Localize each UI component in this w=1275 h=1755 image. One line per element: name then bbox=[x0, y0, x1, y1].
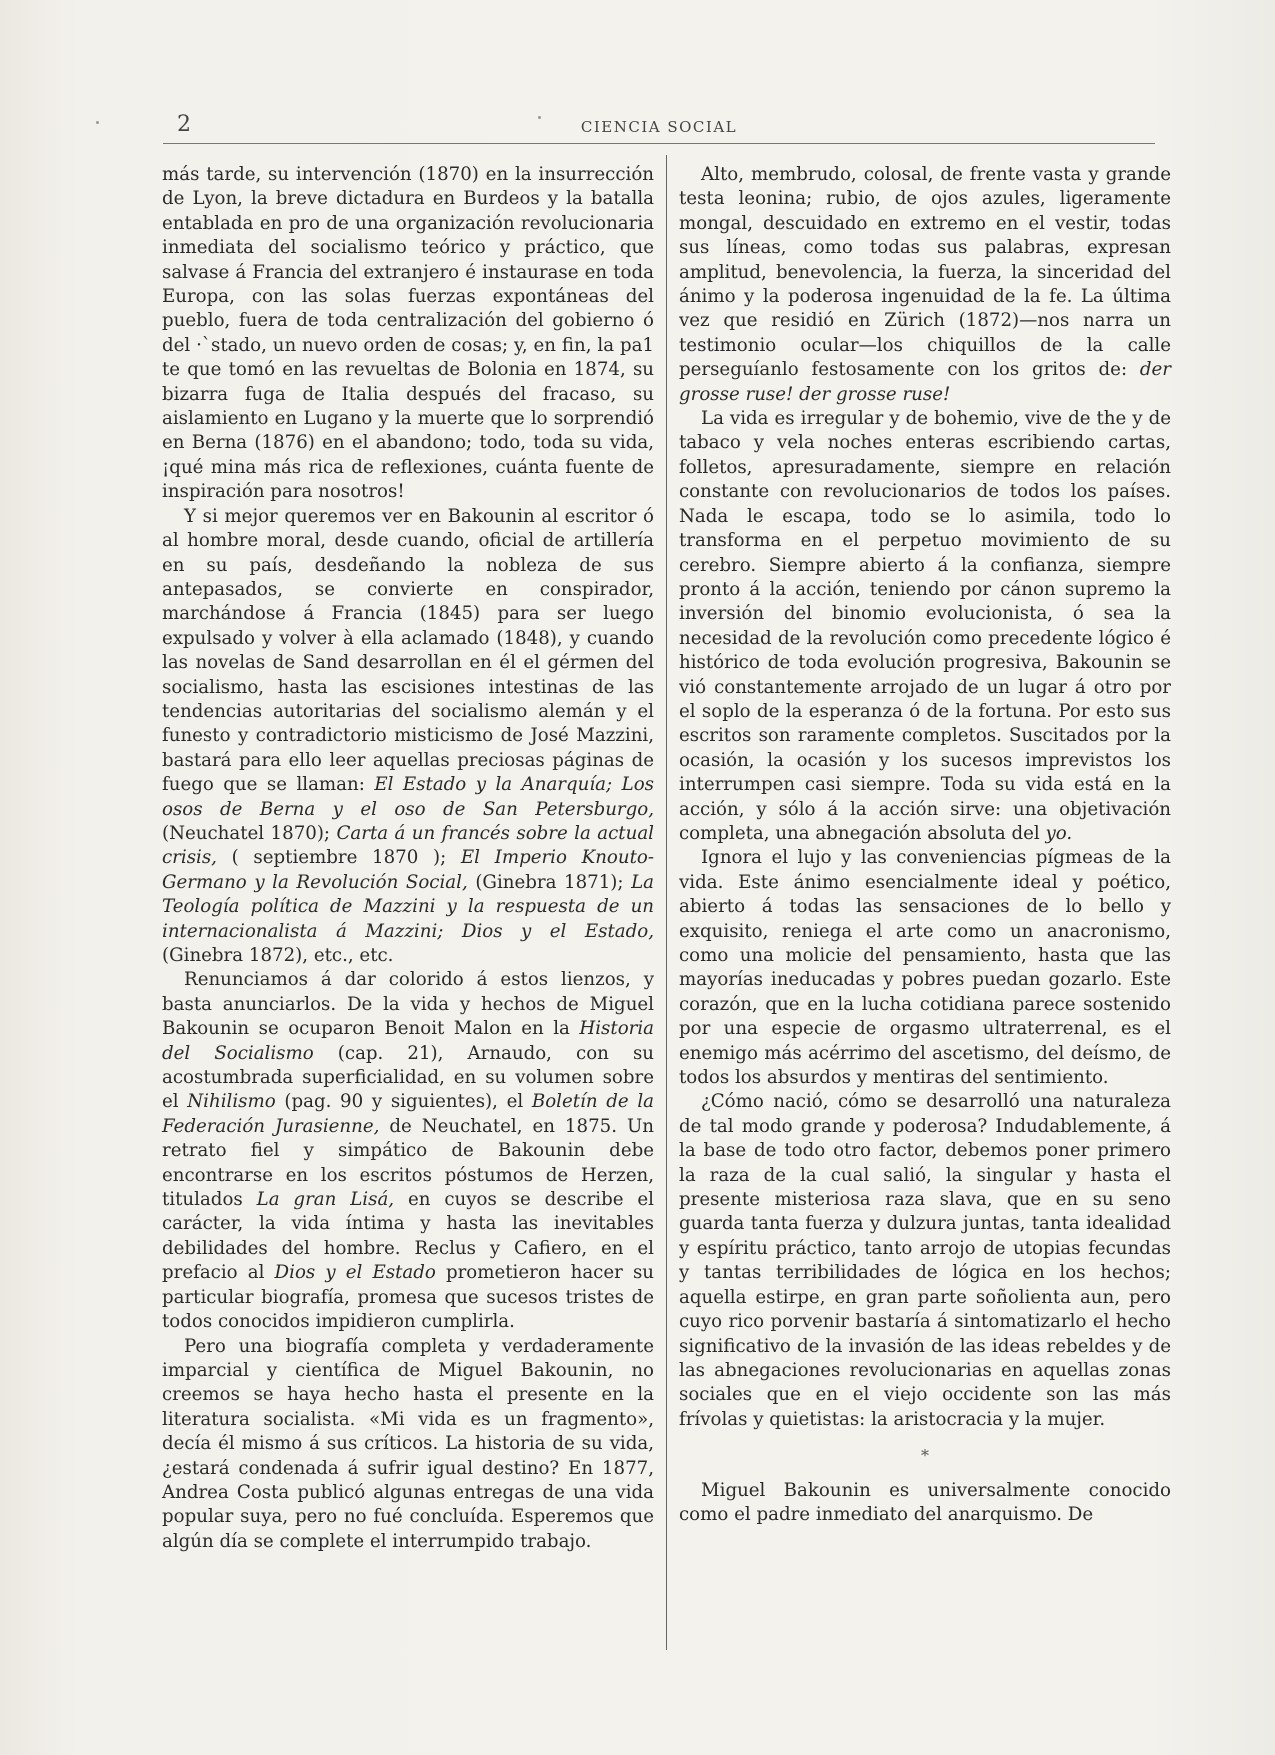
work-title: Carta á un francés sobre la actual crisis, bbox=[162, 822, 654, 869]
paragraph: Pero una biografía completa y verdaderamente imparcial y científica de Miguel Bakounin, no creemos se haya hecho hasta el presente en la literatura socialista. «Mi vida es un fragmento», decía él mismo á sus críticos. La historia de su vida, ¿estará condenada á sufrir igual destino? En 1877, Andrea Costa publicó algunas entregas de una vida popular suya, pero no fué concluída. Esperemos que algún día se complete el interrumpido trabajo. bbox=[162, 1335, 654, 1552]
text-run: (Ginebra 1872), etc., etc. bbox=[162, 945, 394, 966]
work-title: La Teología política de Mazzini y la respuesta de un internacionalista á Mazzini; Dios y el Estado, bbox=[162, 871, 655, 942]
paper-speck bbox=[96, 121, 99, 124]
text-run: Renunciamos á dar colorido á estos lienzos, y basta anunciarlos. De la vida y hechos de Miguel Bakounin se ocuparon Benoit Malon en la bbox=[162, 969, 654, 1040]
section-separator: * bbox=[921, 1446, 929, 1466]
work-title: El Imperio Knouto-Germano y la Revolución Social, bbox=[162, 847, 654, 893]
journal-title: CIENCIA SOCIAL bbox=[580, 118, 738, 136]
text-run: prometieron hacer su particular biografía, promesa que sucesos tristes de todos conocidos impidieron cumplirla. bbox=[162, 1262, 654, 1333]
paragraph: ¿Cómo nació, cómo se desarrolló una naturaleza de tal modo grande y poderosa? Indudablemente, á la base de todo otro factor, debemos poner primero la raza de la cual salió, la singular y hasta el presente misteriosa raza slava, que en su seno guarda tanta fuerza y dulzura juntas, tanta idealidad y espíritu práctico, tanto arrojo de utopias fecundas y tantas terribilidades de lógica en los hechos; aquella estirpe, en gran parte soñolienta aun, pero cuyo rico porvenir bastaría á sintomatizarlo el hecho significativo de la invasión de las ideas rebeldes y de las abnegaciones revolucionarias en aquellas zonas sociales que en el viejo occidente son las más frívolas y quietistas: la aristocracia y la mujer. bbox=[679, 1091, 1171, 1430]
running-header bbox=[163, 112, 1155, 140]
left-column bbox=[162, 163, 654, 1554]
work-title: La gran Lisá, bbox=[256, 1189, 395, 1211]
paragraph bbox=[679, 407, 1171, 846]
emphasis: yo. bbox=[1045, 822, 1073, 844]
header-rule bbox=[163, 143, 1155, 144]
paragraph bbox=[162, 505, 654, 969]
paragraph: Miguel Bakounin es universalmente conocido como el padre inmediato del anarquismo. De bbox=[679, 1479, 1171, 1525]
work-title: Historia del Socialismo bbox=[162, 1018, 654, 1064]
text-run: (cap. 21), Arnaudo, con su acostumbrada superficialidad, en su volumen sobre el bbox=[162, 1042, 654, 1113]
text-run: (Ginebra 1871); bbox=[467, 871, 632, 893]
page-number: 2 bbox=[177, 112, 191, 137]
right-column bbox=[679, 163, 1171, 1527]
text-run: (pag. 90 y siguientes), el bbox=[275, 1091, 532, 1113]
paragraph: más tarde, su intervención (1870) en la insurrección de Lyon, la breve dictadura en Burdeos y la batalla entablada en pro de una organización revolucionaria inmediata del socialismo teórico y práctico, que salvase á Francia del extranjero é instaurase en toda Europa, con las solas fuerzas expontáneas del pueblo, fuera de toda centralización del gobierno ó del ·`stado, un nuevo orden de cosas; y, en fin, la pa1 te que tomó en las revueltas de Bolonia en 1874, su bizarra fuga de Italia después del fracaso, su aislamiento en Lugano y la muerte que lo sorprendió en Berna (1876) en el abandono; todo, toda su vida, ¡qué mina más rica de reflexiones, cuánta fuente de inspiración para nosotros! bbox=[162, 164, 654, 503]
paragraph: Ignora el lujo y las conveniencias pígmeas de la vida. Este ánimo esencialmente ideal y poético, abierto á todas las sensaciones de lo bello y exquisito, reniega el arte como un anacronismo, como una molicie del pensamiento, hasta que las mayorías ineducadas y pobres puedan gozarlo. Este corazón, que en la lucha cotidiana parece sostenido por una especie de orgasmo ultraterrenal, es el enemigo más acérrimo del ascetismo, del deísmo, de todos los absurdos y mentiras del sentimiento. bbox=[679, 847, 1171, 1089]
paragraph bbox=[162, 968, 654, 1334]
work-title: El Estado y la Anarquía; Los osos de Berna y el oso de San Petersburgo, bbox=[162, 774, 654, 820]
text-run: Alto, membrudo, colosal, de frente vasta y grande testa leonina; rubio, de ojos azules, ligeramente mongal, descuidado en extremo en el vestir, todas sus líneas, como todas sus palabras, expresan amplitud, benevolencia, la fuerza, la sinceridad del ánimo y la poderosa ingenuidad de la fe. La última vez que residió en Zürich (1872)—nos narra un testimonio ocular—los chiquillos de la calle perseguíanlo festosamente con los gritos de: bbox=[679, 164, 1171, 381]
text-run: de Neuchatel, en 1875. Un retrato fiel y simpático de Bakounin debe encontrarse en los escritos póstumos de Herzen, titulados bbox=[162, 1115, 654, 1211]
paper-speck bbox=[538, 116, 541, 119]
text-run: en cuyos se describe el carácter, la vida íntima y hasta las inevitables debilidades del hombre. Reclus y Cafiero, en el prefacio al bbox=[162, 1189, 654, 1284]
text-run: ( septiembre 1870 ); bbox=[216, 847, 461, 869]
work-title: Nihilismo bbox=[187, 1091, 276, 1113]
paragraph bbox=[679, 163, 1171, 407]
text-run: La vida es irregular y de bohemio, vive de the y de tabaco y vela noches enteras escribiendo cartas, folletos, apresuradamente, siempre en relación constante con revolucionarios de todos los países. Nada le escapa, todo se lo asimila, todo lo transforma en el perpetuo movimiento de su cerebro. Siempre abierto á la confianza, siempre pronto á la acción, teniendo por cánon supremo la inversión del binomio evolucionista, ó sea la necesidad de la revolución como precedente lógico é histórico de toda evolución progresiva, Bakounin se vió constantemente arrojado de un lugar á otro por el soplo de la esperanza ó de la fortuna. Por esto sus escritos son raramente completos. Suscitados por la ocasión, la ocasión y los sucesos imprevistos los interrumpen casi siempre. Toda su vida está en la acción, y sólo á la acción sirve: una objetivación completa, una abnegación absoluta del bbox=[679, 408, 1171, 844]
work-title: Boletín de la Federación Jurasienne, bbox=[162, 1091, 654, 1137]
quoted-cry: der grosse ruse! der grosse ruse! bbox=[679, 359, 1171, 405]
work-title: Dios y el Estado bbox=[274, 1262, 436, 1284]
text-run: Y si mejor queremos ver en Bakounin al escritor ó al hombre moral, desde cuando, oficial de artillería en su país, desdeñando la nobleza de sus antepasados, se convierte en conspirador, marchándose á Francia (1845) para ser luego expulsado y volver à ella aclamado (1848), y cuando las novelas de Sand desarrollan en él el gérmen del socialismo, hasta las escisiones intestinas de las tendencias autoritarias del socialismo alemán y el funesto y contradictorio misticismo de José Mazzini, bastará para ello leer aquellas preciosas páginas de fuego que se llaman: bbox=[162, 505, 654, 796]
text-run: (Neuchatel 1870); bbox=[162, 822, 337, 844]
column-divider bbox=[666, 155, 667, 1650]
